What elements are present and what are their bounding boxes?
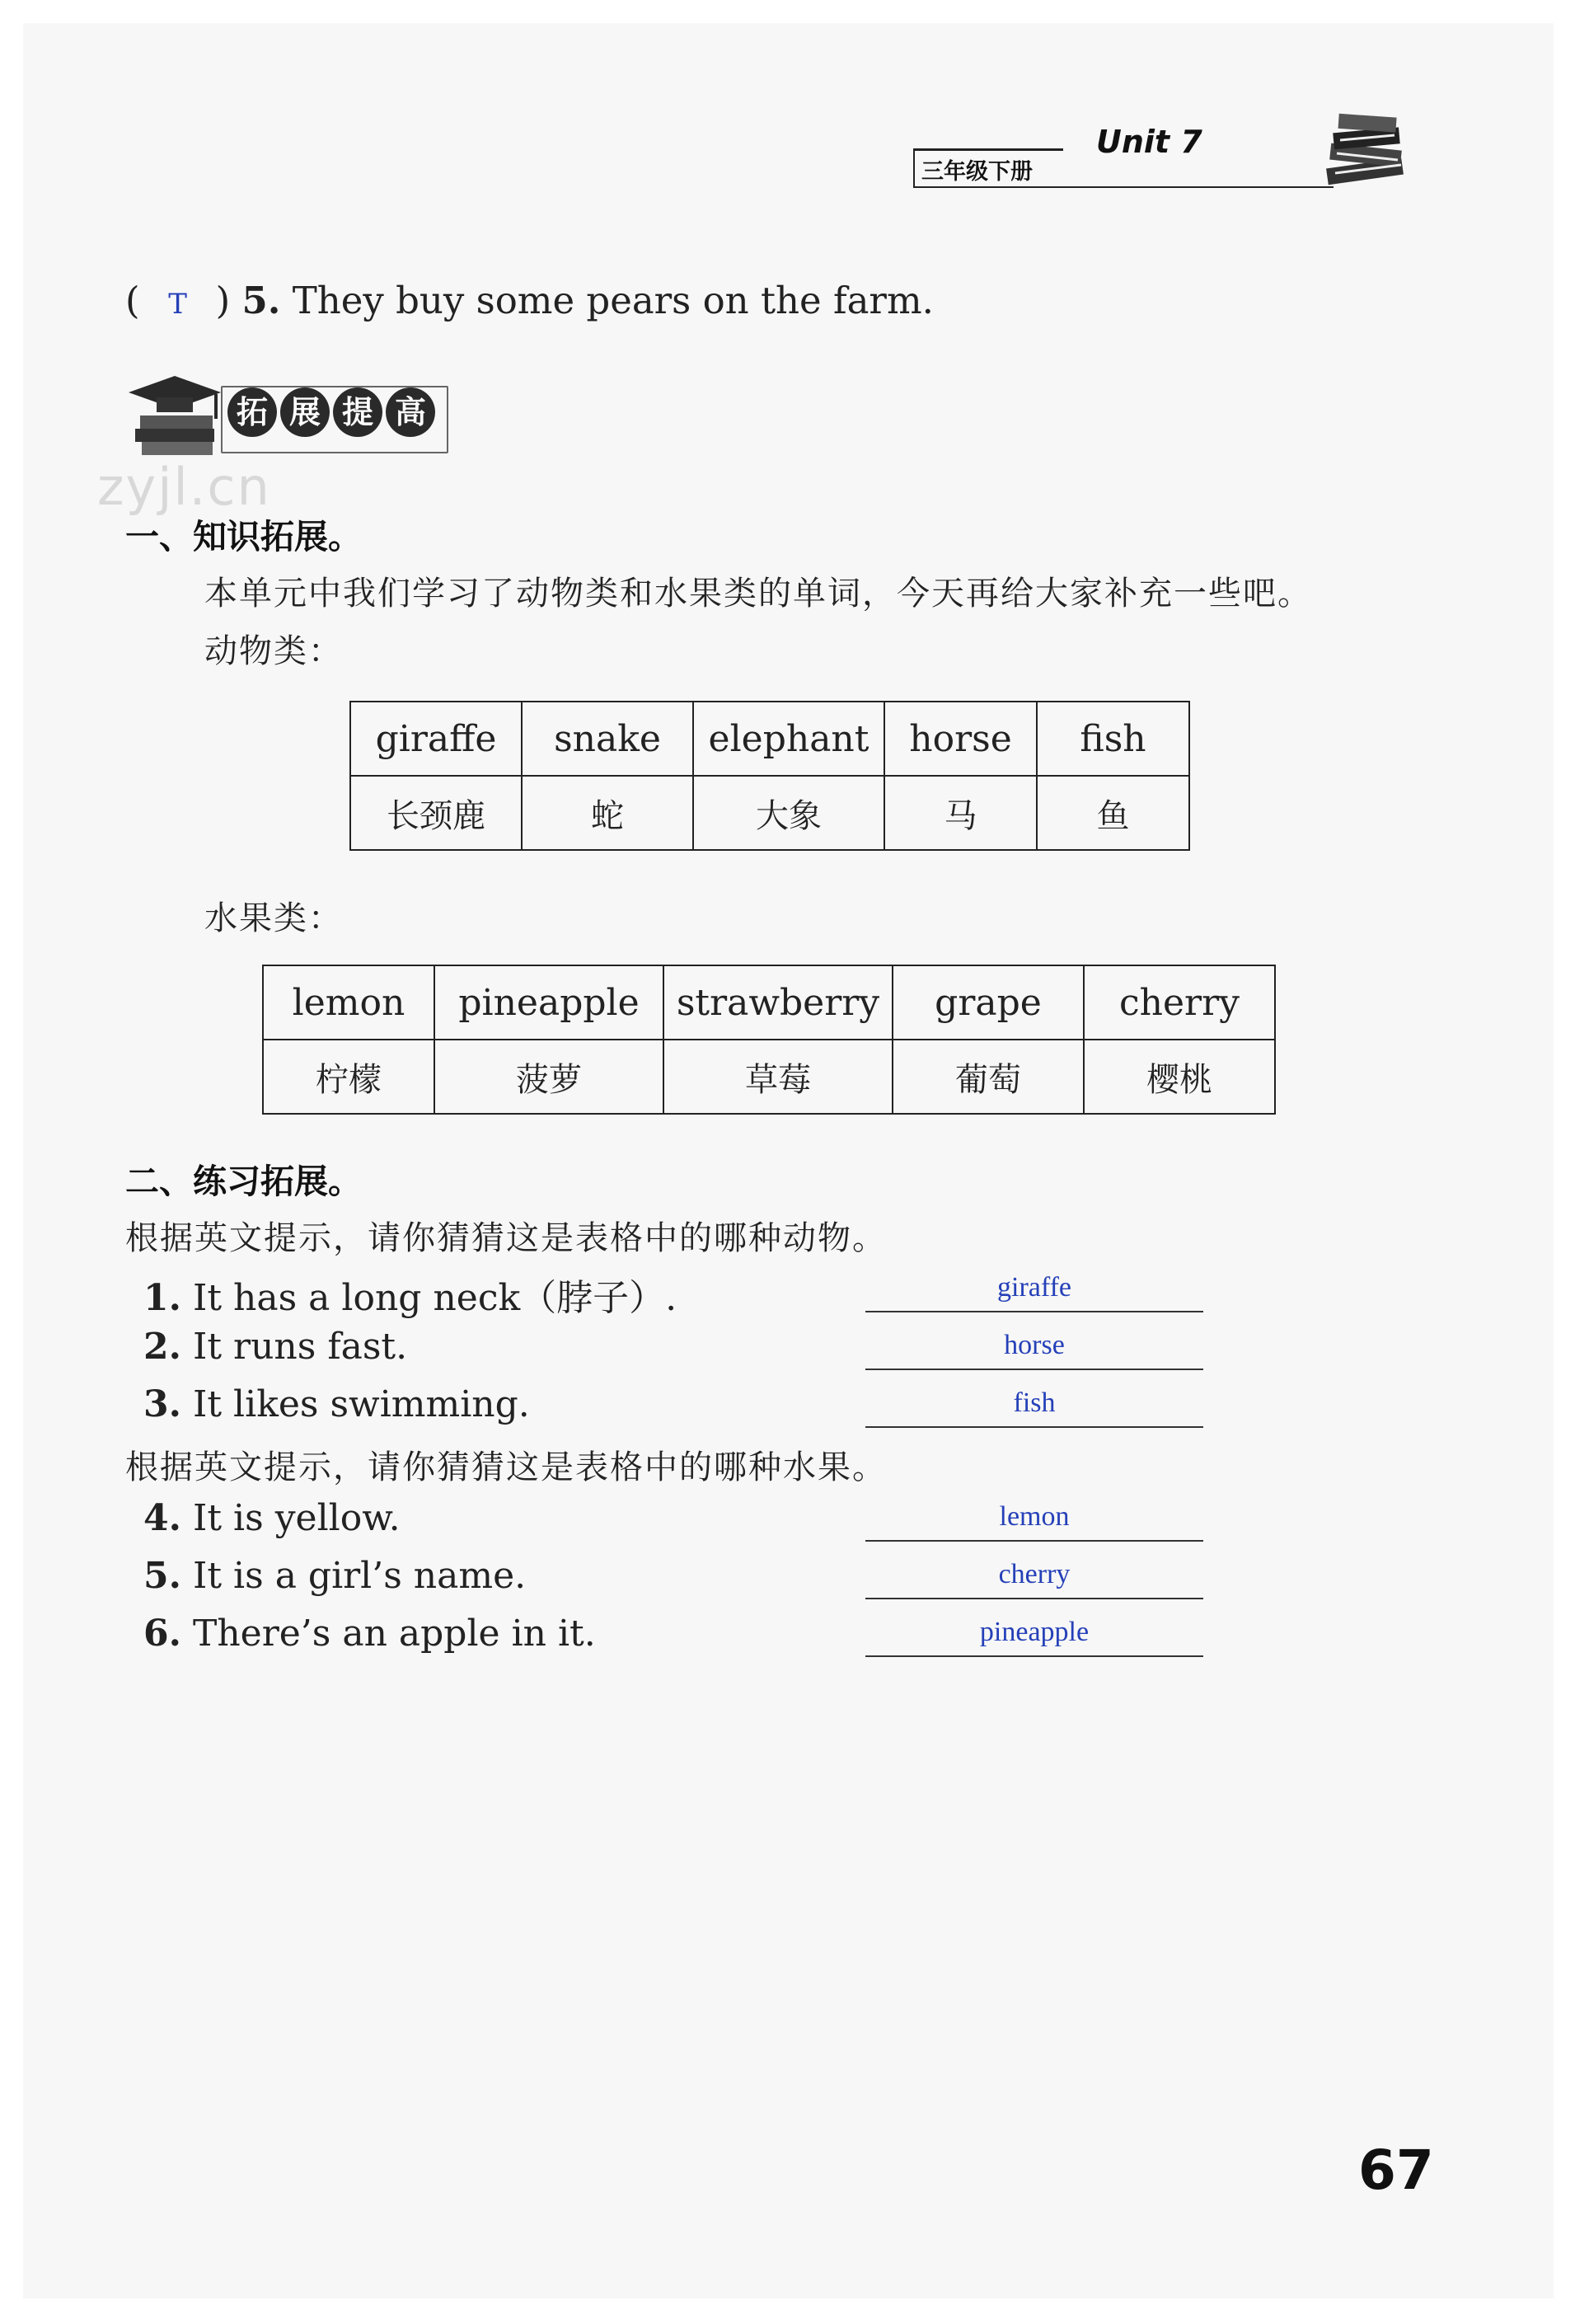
books-stack-icon: [1319, 106, 1411, 195]
table-cell: cherry: [1084, 965, 1275, 1040]
answer-blank-3[interactable]: [865, 1380, 1203, 1428]
table-cell: 大象: [693, 776, 884, 850]
answer-text: horse: [1004, 1330, 1065, 1360]
question-text: There’s an apple in it.: [193, 1613, 596, 1655]
table-cell: giraffe: [350, 702, 522, 776]
table-cell: grape: [893, 965, 1084, 1040]
question-number: 2.: [143, 1326, 181, 1368]
question-2: [143, 1326, 407, 1368]
header-rule-bottom: [913, 186, 1334, 188]
question-text: It has a long neck（脖子）.: [193, 1277, 677, 1319]
animals-label: 动物类：: [204, 632, 343, 670]
table-cell: strawberry: [663, 965, 893, 1040]
table-cell: 葡萄: [893, 1040, 1084, 1114]
animals-chinese-row: [350, 776, 1189, 850]
true-false-item-5: [125, 279, 934, 322]
paren-close: ): [215, 279, 231, 322]
fruits-label: 水果类：: [204, 899, 343, 937]
fruits-chinese-row: [263, 1040, 1275, 1114]
table-cell: 草莓: [663, 1040, 893, 1114]
table-cell: pineapple: [434, 965, 663, 1040]
fruits-english-row: [263, 965, 1275, 1040]
table-cell: 樱桃: [1084, 1040, 1275, 1114]
table-cell: snake: [522, 702, 693, 776]
animals-english-row: [350, 702, 1189, 776]
animals-table: [349, 701, 1190, 851]
fruit-prompt: 根据英文提示，请你猜猜这是表格中的哪种水果。: [125, 1448, 887, 1486]
question-text: It likes swimming.: [193, 1383, 530, 1425]
q5-text: They buy some pears on the farm.: [292, 279, 934, 322]
banner-char-2: 展: [280, 387, 330, 437]
header-rule-side: [913, 148, 915, 188]
graduation-books-icon: [124, 369, 227, 460]
paren-open: (: [125, 279, 140, 322]
question-1: [143, 1268, 677, 1321]
banner-char-4: 高: [386, 387, 435, 437]
header-rule-left: [913, 148, 1063, 151]
table-cell: elephant: [693, 702, 884, 776]
part1-intro: 本单元中我们学习了动物类和水果类的单词，今天再给大家补充一些吧。: [204, 575, 1312, 613]
question-text: It runs fast.: [193, 1326, 408, 1368]
part2-heading: 二、练习拓展。: [125, 1162, 362, 1201]
table-cell: 长颈鹿: [350, 776, 522, 850]
table-cell: 马: [884, 776, 1037, 850]
table-cell: fish: [1037, 702, 1189, 776]
q5-answer[interactable]: T: [168, 288, 187, 321]
part1-heading: 一、知识拓展。: [125, 517, 362, 556]
answer-text: cherry: [998, 1559, 1071, 1589]
question-number: 4.: [143, 1497, 181, 1539]
table-cell: 菠萝: [434, 1040, 663, 1114]
answer-blank-2[interactable]: [865, 1322, 1203, 1370]
question-6: [143, 1613, 596, 1655]
answer-text: giraffe: [997, 1272, 1071, 1303]
table-cell: 柠檬: [263, 1040, 434, 1114]
unit-title: Unit 7: [1096, 124, 1202, 160]
question-number: 3.: [143, 1383, 181, 1425]
answer-text: lemon: [999, 1501, 1070, 1532]
q5-number: 5.: [241, 279, 281, 322]
question-4: [143, 1497, 401, 1539]
animal-prompt: 根据英文提示，请你猜猜这是表格中的哪种动物。: [125, 1219, 887, 1257]
question-text: It is a girl’s name.: [193, 1555, 527, 1597]
banner-char-1: 拓: [227, 387, 277, 437]
question-3: [143, 1383, 530, 1425]
question-text: It is yellow.: [193, 1497, 401, 1539]
question-number: 1.: [143, 1277, 181, 1319]
question-number: 6.: [143, 1613, 181, 1655]
answer-text: fish: [1013, 1387, 1056, 1418]
table-cell: 鱼: [1037, 776, 1189, 850]
table-cell: lemon: [263, 965, 434, 1040]
banner-char-3: 提: [333, 387, 382, 437]
table-cell: 蛇: [522, 776, 693, 850]
question-5: [143, 1555, 526, 1597]
answer-blank-5[interactable]: [865, 1552, 1203, 1599]
answer-blank-1[interactable]: [865, 1265, 1203, 1312]
question-number: 5.: [143, 1555, 181, 1597]
grade-label: 三年级下册: [921, 159, 1033, 185]
table-cell: horse: [884, 702, 1037, 776]
answer-text: pineapple: [979, 1617, 1090, 1647]
answer-blank-4[interactable]: [865, 1494, 1203, 1542]
answer-blank-6[interactable]: [865, 1609, 1203, 1657]
page-number: 67: [1358, 2139, 1434, 2202]
watermark: zyjl.cn: [97, 457, 271, 517]
fruits-table: [262, 965, 1276, 1115]
